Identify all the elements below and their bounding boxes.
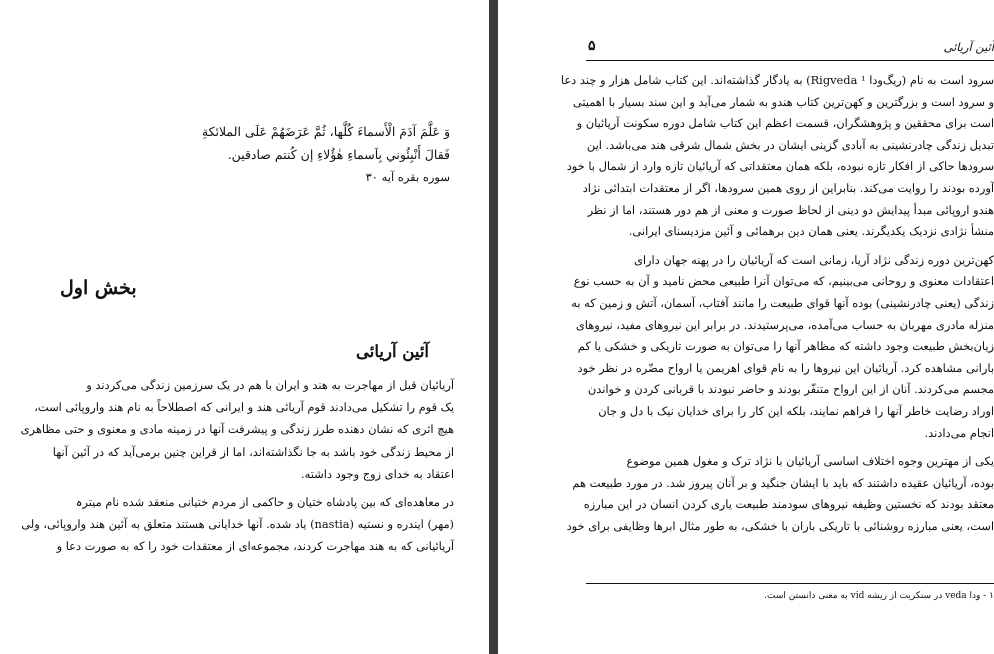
- body-line: اوراد رضایت خاطر آنها را فراهم نمایند، بلکه این کار را برای خدایان نیک با دل و جان: [598, 403, 994, 418]
- body-line: معتقد بودند که نخستین وظیفه نیروهای سودمند طبیعت یاری کردن انسان در این مبارزه: [583, 497, 994, 512]
- body-line: مجسم می‌کردند. آنان از این ارواح متنفّر بودند و حاضر نبودند با قربانی کردن و خواندن: [587, 382, 994, 397]
- right-body-text: [560, 70, 994, 537]
- body-line: (مهر) ایندره و نستیه (nastia) یاد شده. آنها خدایانی هستند متعلق به آئین هند واروپائی، ولی: [21, 517, 454, 532]
- body-line: آریائیانی که به هند مهاجرت کردند، مجموعه‌ای از معتقدات خود را که به صورت دعا و: [56, 539, 454, 554]
- left-page: [0, 0, 489, 654]
- body-line: هیچ اثری که نشان دهنده طرز زندگی و پیشرفت آنها در زمینه مادی و معنوی و حتی مظاهری: [20, 422, 454, 437]
- quote-reference: سوره بقره آیه ۳۰: [365, 170, 450, 184]
- quran-quote: [64, 120, 450, 188]
- running-header: [586, 38, 994, 61]
- body-line: اعتقادات معنوی و روحانی می‌بینیم، که می‌توان آنرا طبیعی محض نامید و آن به حسب نوع: [573, 274, 994, 289]
- running-title: آئین آریائی: [943, 40, 994, 54]
- body-line: و سرود است و بزرگترین و کهن‌ترین کتاب هندو به شمار می‌آید و این سند بسیار با اهمیتی: [572, 94, 994, 109]
- body-line: در معاهده‌ای که بین پادشاه ختیان و حاکمی از مردم ختیانی منعقد شده نام میترہ: [75, 495, 454, 510]
- body-line: تبدیل زندگی چادرنشینی به آبادی گزینی ایشان در بخش شمال شرقی هند می‌باشد. این: [586, 137, 994, 152]
- quote-line: وَ عَلَّمَ آدَمَ الْأَسماءَ كُلَّها، ثُمَّ عَرَضَهُمْ عَلَى الملائكةِ: [201, 124, 450, 139]
- body-line: یک قوم را تشکیل می‌دادند قوم آریائی هند و ایرانی که اصطلاحاً به نام هند واروپائی است،: [34, 400, 454, 415]
- footnote: ۱ - ودا veda در سنکریت از ریشه vid به معنی دانستن است.: [764, 591, 994, 601]
- paragraph-gap: [586, 243, 994, 250]
- quote-line: فَقالَ أَنْبِئُوني بِاَسماءِ هٰؤُلاءِ إن كُنتم صادقين.: [227, 147, 450, 162]
- footnote-divider: [586, 583, 994, 584]
- page-number: ۵: [588, 38, 596, 54]
- paragraph-gap: [586, 444, 994, 451]
- body-line: بوده، آریائیان عقیده داشتند که باید با ایشان جنگید و بر آنان پیروز شد. در مورد طبیعت هم: [572, 475, 994, 490]
- body-line: یکی از مهترین وجوه اختلاف اساسی آریائیان با نژاد ترک و مغول همین موضوع: [626, 454, 994, 469]
- section-heading: بخش اول: [60, 277, 137, 299]
- body-line: آریائیان قبل از مهاجرت به هند و ایران با هم در یک سرزمین زندگی می‌کردند و: [86, 378, 454, 392]
- book-spine: [489, 0, 498, 654]
- body-line: سرودها حاکی از افکار تازه نبوده، بلکه همان معتقداتی که آریائیان تازه وارد از شمال با خود: [566, 159, 994, 174]
- body-line: کهن‌ترین دوره زندگی نژاد آریا، زمانی است که آریائیان را در پهنه جهان دارای: [633, 252, 994, 267]
- body-line: زیان‌بخش طبیعت وجود داشته که مظاهر آنها را می‌توان به صورت تاریکی و خشکی یا کم: [577, 339, 994, 354]
- body-line: منزله مادری مهربان به حساب می‌آمده، می‌پرستیدند. در برابر این نیروهای مفید، نیروهای: [575, 317, 994, 332]
- body-line: اعتقاد به خدای زوج وجود داشته.: [301, 466, 454, 481]
- body-line: است، یعنی مبارزه روشنائی با تاریکی باران با خشکی، به طور مثال ابرها وظایفی برای خود: [566, 518, 994, 533]
- right-page: [498, 0, 994, 654]
- body-line: زندگی (یعنی چادرنشینی) بوده آنها قوای طبیعت را مانند آفتاب، آسمان، آتش و زمین که به: [571, 295, 994, 310]
- body-line: هندو اروپائی مبدأ پیدایش دو دینی از لحاظ صورت و معنی از هم دور هستند، اما از نظر: [587, 202, 994, 217]
- body-line: آورده بودند را روایت می‌کند. بنابراین از روی همین سرودها، اگر از معتقدات ابتدائی نژاد: [582, 180, 994, 195]
- left-body-text: [20, 374, 454, 558]
- body-line: منشأ نژادی نزدیک یکدیگرند. یعنی همان دین برهمائی و آئین مزدیسنای ایرانی.: [628, 224, 994, 239]
- body-line: بارانی مشاهده کرد. آریائیان این نیروها را به نام قوای اهریمن یا ارواح مضّره در نظر خود: [577, 360, 994, 375]
- body-line: سرود است به نام (ریگ‌ودا ¹ Rigveda) به یادگار گذاشته‌اند. این کتاب شامل هزار و چند دعا: [560, 73, 994, 87]
- body-line: است برای محققین و پژوهشگران، قسمت اعظم این کتاب شامل دوره سکونت آریائیان و: [576, 116, 994, 131]
- body-line: از محیط زندگی خود باشد به جا نگذاشته‌اند، اما از قراین چنین برمی‌آید که در آئین آنها: [52, 444, 454, 459]
- chapter-title: آئین آریائی: [356, 342, 429, 361]
- body-line: انجام می‌دادند.: [924, 425, 994, 440]
